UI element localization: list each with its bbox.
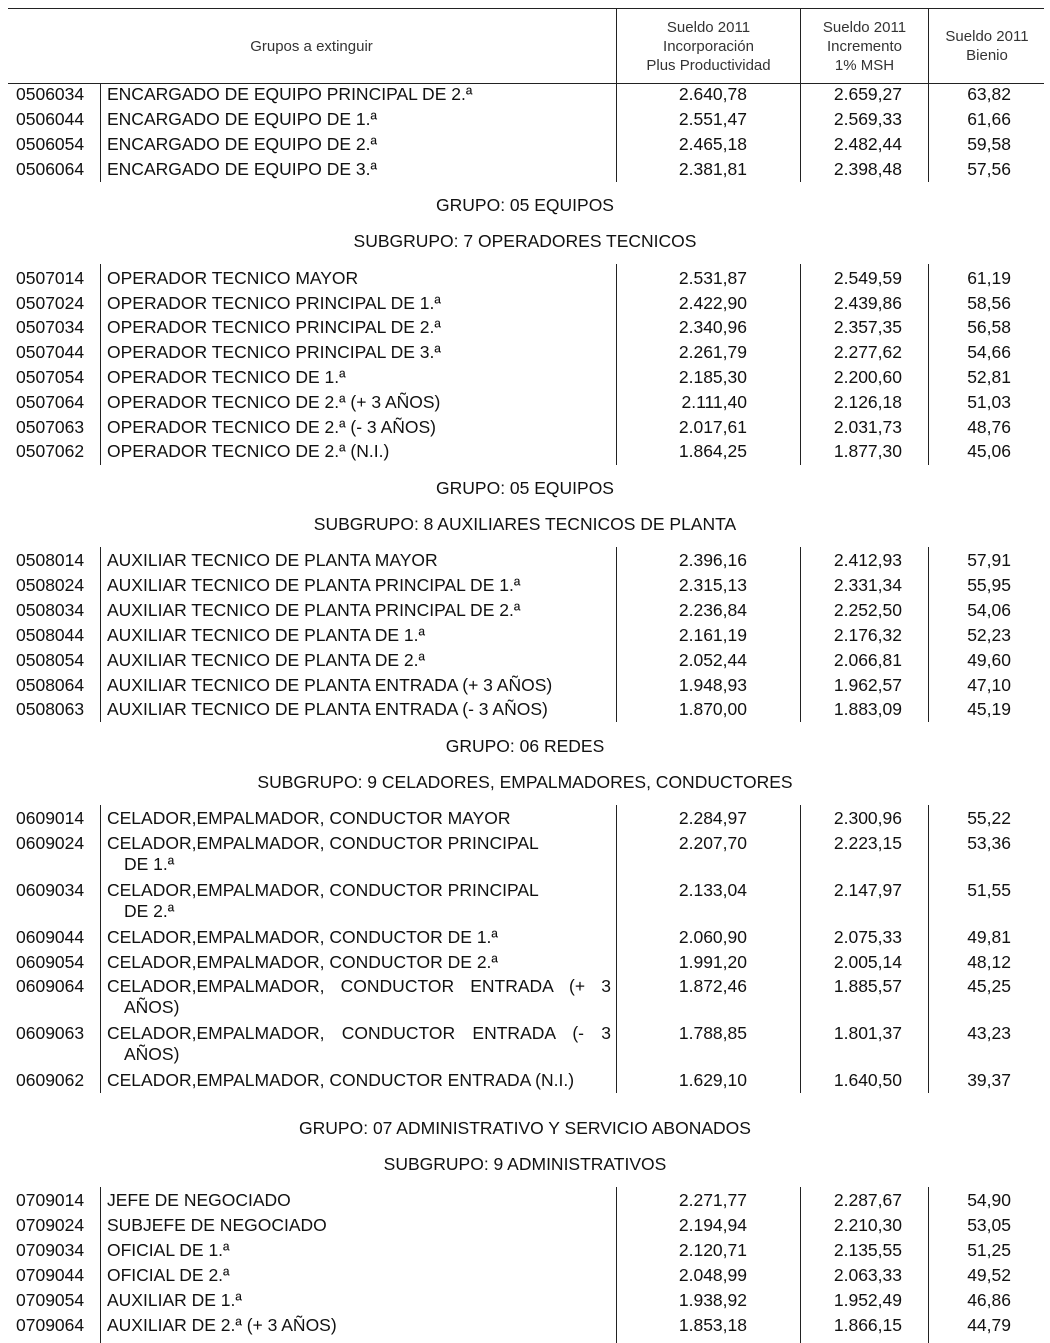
column-divider — [928, 264, 929, 465]
row-code: 0506054 — [16, 134, 85, 154]
bienio-value: 49,60 — [967, 650, 1011, 670]
incremento-value: 1.640,50 — [833, 1070, 902, 1090]
row-description-line1: CELADOR,EMPALMADOR, CONDUCTOR DE 2.ª — [107, 952, 498, 972]
row-description-line1: AUXILIAR TECNICO DE PLANTA ENTRADA (- 3 AÑOS) — [107, 699, 548, 719]
row-description — [107, 441, 389, 462]
row-description-line1: OFICIAL DE 1.ª — [107, 1240, 230, 1260]
bienio-value: 52,81 — [967, 367, 1011, 387]
bienio-value: 48,12 — [967, 952, 1011, 972]
row-description — [107, 392, 440, 413]
row-code: 0709024 — [16, 1215, 85, 1235]
row-code: 0709044 — [16, 1265, 85, 1285]
header-label: Incorporación — [663, 37, 754, 55]
bienio-value: 46,86 — [967, 1290, 1011, 1310]
bienio-value: 49,81 — [967, 927, 1011, 947]
incremento-value: 2.200,60 — [833, 367, 902, 387]
header-label: Bienio — [966, 47, 1008, 64]
table-section — [0, 805, 1050, 1093]
row-description-line1: OPERADOR TECNICO DE 1.ª — [107, 367, 346, 387]
row-description-line1: ENCARGADO DE EQUIPO DE 2.ª — [107, 134, 378, 154]
row-description-line1: AUXILIAR TECNICO DE PLANTA MAYOR — [107, 550, 438, 570]
column-divider — [928, 805, 929, 1093]
subgroup-heading: SUBGRUPO: 7 OPERADORES TECNICOS — [353, 231, 697, 251]
incorporacion-value: 2.271,77 — [678, 1190, 747, 1210]
row-description-line1: CELADOR,EMPALMADOR, CONDUCTOR ENTRADA (- 3 — [107, 1023, 611, 1043]
incorporacion-value: 1.948,93 — [678, 675, 747, 695]
bienio-value: 56,58 — [967, 317, 1011, 337]
bienio-value: 45,19 — [967, 699, 1011, 719]
column-divider — [800, 805, 801, 1093]
table-section — [0, 264, 1050, 465]
column-divider — [616, 547, 617, 722]
row-code: 0508044 — [16, 625, 85, 645]
row-description-line1: AUXILIAR DE 2.ª (+ 3 AÑOS) — [107, 1315, 337, 1335]
row-description-line1: CELADOR,EMPALMADOR, CONDUCTOR DE 1.ª — [107, 927, 498, 947]
group-heading: GRUPO: 06 REDES — [445, 736, 605, 756]
column-divider — [100, 547, 101, 722]
incremento-value: 2.031,73 — [833, 417, 902, 437]
bienio-value: 57,91 — [967, 550, 1011, 570]
row-code: 0506044 — [16, 109, 85, 129]
bienio-value: 54,06 — [967, 600, 1011, 620]
row-code: 0709014 — [16, 1190, 85, 1210]
row-description — [107, 625, 425, 646]
incorporacion-value: 2.207,70 — [678, 833, 747, 853]
row-code: 0609063 — [16, 1023, 85, 1043]
row-description — [107, 575, 520, 596]
header-groups-label: Grupos a extinguir — [250, 37, 373, 55]
row-code: 0507024 — [16, 293, 85, 313]
row-description — [107, 159, 377, 180]
row-code: 0507044 — [16, 342, 85, 362]
row-description-line1: OPERADOR TECNICO DE 2.ª (- 3 AÑOS) — [107, 417, 436, 437]
column-divider — [616, 264, 617, 465]
row-description — [107, 976, 611, 1018]
incremento-value: 2.569,33 — [833, 109, 902, 129]
row-description-line1: CELADOR,EMPALMADOR, CONDUCTOR PRINCIPAL — [107, 833, 539, 853]
row-description — [107, 675, 552, 696]
row-description — [107, 317, 441, 338]
row-code: 0609054 — [16, 952, 85, 972]
incorporacion-value: 2.236,84 — [678, 600, 747, 620]
incorporacion-value: 2.120,71 — [678, 1240, 747, 1260]
incremento-value: 2.482,44 — [833, 134, 902, 154]
bienio-value: 58,56 — [967, 293, 1011, 313]
row-code: 0709054 — [16, 1290, 85, 1310]
incorporacion-value: 1.872,46 — [678, 976, 747, 996]
incorporacion-value: 2.315,13 — [678, 575, 747, 595]
row-description-line1: AUXILIAR TECNICO DE PLANTA DE 2.ª — [107, 650, 425, 670]
row-description — [107, 550, 438, 571]
row-code: 0709064 — [16, 1315, 85, 1335]
incorporacion-value: 1.788,85 — [678, 1023, 747, 1043]
row-code: 0507063 — [16, 417, 85, 437]
header-incorporacion-column — [616, 9, 800, 83]
row-description-line1: CELADOR,EMPALMADOR, CONDUCTOR PRINCIPAL — [107, 880, 539, 900]
row-description-line1: OPERADOR TECNICO MAYOR — [107, 268, 359, 288]
incremento-value: 2.277,62 — [833, 342, 902, 362]
incremento-value: 1.885,57 — [833, 976, 902, 996]
row-description — [107, 927, 498, 948]
bienio-value: 61,66 — [967, 109, 1011, 129]
incorporacion-value: 1.938,92 — [678, 1290, 747, 1310]
incorporacion-value: 2.194,94 — [678, 1215, 747, 1235]
column-divider — [100, 805, 101, 1093]
row-description — [107, 134, 377, 155]
row-description-line1: OPERADOR TECNICO PRINCIPAL DE 2.ª — [107, 317, 441, 337]
incremento-value: 1.952,49 — [833, 1290, 902, 1310]
row-description — [107, 1315, 337, 1336]
incorporacion-value: 2.052,44 — [678, 650, 747, 670]
group-heading: GRUPO: 05 EQUIPOS — [436, 195, 614, 215]
header-label: 1% MSH — [834, 56, 895, 74]
row-description — [107, 600, 520, 621]
row-description-line1: AUXILIAR TECNICO DE PLANTA ENTRADA (+ 3 AÑOS) — [107, 675, 553, 695]
bienio-value: 57,56 — [967, 159, 1011, 179]
header-label: Incremento — [826, 37, 903, 55]
row-code: 0507034 — [16, 317, 85, 337]
bienio-value: 47,10 — [967, 675, 1011, 695]
row-description-line1: CELADOR,EMPALMADOR, CONDUCTOR ENTRADA (N.I.) — [107, 1070, 575, 1090]
row-description — [107, 293, 441, 314]
row-code: 0508034 — [16, 600, 85, 620]
row-description-line1: OPERADOR TECNICO DE 2.ª (N.I.) — [107, 441, 390, 461]
row-code: 0506034 — [16, 84, 85, 104]
incorporacion-value: 2.640,78 — [678, 84, 747, 104]
bienio-value: 52,23 — [967, 625, 1011, 645]
incremento-value: 2.066,81 — [833, 650, 902, 670]
row-description — [107, 84, 472, 105]
incremento-value: 2.005,14 — [833, 952, 902, 972]
column-divider — [800, 264, 801, 465]
subgroup-heading: SUBGRUPO: 9 ADMINISTRATIVOS — [383, 1154, 667, 1174]
row-description — [107, 342, 441, 363]
bienio-value: 43,23 — [967, 1023, 1011, 1043]
bienio-value: 54,66 — [967, 342, 1011, 362]
header-label: Sueldo 2011 — [822, 18, 907, 36]
row-description — [107, 1240, 230, 1261]
header-label: Sueldo 2011 — [945, 28, 1029, 45]
row-description-line1: CELADOR,EMPALMADOR, CONDUCTOR MAYOR — [107, 808, 511, 828]
incorporacion-value: 2.422,90 — [678, 293, 747, 313]
row-description — [107, 650, 425, 671]
row-description — [107, 699, 548, 720]
bienio-value: 48,76 — [967, 417, 1011, 437]
row-code: 0609064 — [16, 976, 85, 996]
incremento-value: 2.252,50 — [833, 600, 902, 620]
row-description-line2: DE 1.ª — [124, 854, 175, 874]
incremento-value: 2.147,97 — [833, 880, 902, 900]
row-code: 0709034 — [16, 1240, 85, 1260]
row-description-line1: AUXILIAR TECNICO DE PLANTA PRINCIPAL DE 2.ª — [107, 600, 521, 620]
row-description — [107, 1265, 230, 1286]
incorporacion-value: 2.551,47 — [678, 109, 747, 129]
subgroup-heading: SUBGRUPO: 8 AUXILIARES TECNICOS DE PLANTA — [313, 514, 737, 534]
row-description — [107, 808, 511, 829]
row-description — [107, 1070, 574, 1091]
column-divider — [800, 83, 801, 182]
header-groups-column — [8, 9, 615, 83]
subgroup-heading: SUBGRUPO: 9 CELADORES, EMPALMADORES, CONDUCTORES — [257, 772, 793, 792]
incorporacion-value: 2.060,90 — [678, 927, 747, 947]
incorporacion-value: 2.017,61 — [678, 417, 747, 437]
incorporacion-value: 2.161,19 — [678, 625, 747, 645]
incorporacion-value: 2.185,30 — [678, 367, 747, 387]
row-description-line2: AÑOS) — [124, 997, 180, 1017]
header-bienio-column — [928, 9, 1045, 83]
bienio-value: 61,19 — [967, 268, 1011, 288]
incremento-value: 2.075,33 — [833, 927, 902, 947]
incremento-value: 2.287,67 — [833, 1190, 902, 1210]
row-description-line1: ENCARGADO DE EQUIPO PRINCIPAL DE 2.ª — [107, 84, 473, 104]
row-code: 0609062 — [16, 1070, 85, 1090]
column-divider — [616, 805, 617, 1093]
incorporacion-value: 2.396,16 — [678, 550, 747, 570]
incremento-value: 2.331,34 — [833, 575, 902, 595]
incorporacion-value: 2.531,87 — [678, 268, 747, 288]
row-code: 0609034 — [16, 880, 85, 900]
column-divider — [800, 547, 801, 722]
bienio-value: 39,37 — [967, 1070, 1011, 1090]
incorporacion-value: 2.133,04 — [678, 880, 747, 900]
row-description — [107, 880, 539, 922]
row-description — [107, 952, 498, 973]
row-description-line1: SUBJEFE DE NEGOCIADO — [107, 1215, 327, 1235]
row-description-line1: AUXILIAR DE 1.ª — [107, 1290, 242, 1310]
row-description — [107, 833, 539, 875]
row-code: 0507054 — [16, 367, 85, 387]
incremento-value: 2.176,32 — [833, 625, 902, 645]
incremento-value: 2.135,55 — [833, 1240, 902, 1260]
row-description-line1: OPERADOR TECNICO DE 2.ª (+ 3 AÑOS) — [107, 392, 441, 412]
row-code: 0507014 — [16, 268, 85, 288]
row-description — [107, 1190, 291, 1211]
column-divider — [928, 1187, 929, 1343]
row-code: 0508063 — [16, 699, 85, 719]
incorporacion-value: 1.870,00 — [678, 699, 747, 719]
incorporacion-value: 2.048,99 — [678, 1265, 747, 1285]
row-description — [107, 268, 358, 289]
incorporacion-value: 2.381,81 — [678, 159, 747, 179]
column-divider — [616, 1187, 617, 1343]
incremento-value: 2.223,15 — [833, 833, 902, 853]
bienio-value: 55,95 — [967, 575, 1011, 595]
incremento-value: 2.300,96 — [833, 808, 902, 828]
incorporacion-value: 1.629,10 — [678, 1070, 747, 1090]
header-incremento-column — [800, 9, 928, 83]
table-header — [8, 8, 1044, 84]
group-heading: GRUPO: 05 EQUIPOS — [436, 478, 614, 498]
incremento-value: 2.126,18 — [833, 392, 902, 412]
bienio-value: 55,22 — [967, 808, 1011, 828]
row-description-line2: DE 2.ª — [124, 901, 175, 921]
row-description-line1: CELADOR,EMPALMADOR, CONDUCTOR ENTRADA (+ 3 — [107, 976, 611, 996]
incremento-value: 2.412,93 — [833, 550, 902, 570]
row-description-line1: OPERADOR TECNICO PRINCIPAL DE 1.ª — [107, 293, 441, 313]
row-description-line1: AUXILIAR TECNICO DE PLANTA PRINCIPAL DE 1.ª — [107, 575, 521, 595]
column-divider — [100, 264, 101, 465]
incremento-value: 1.877,30 — [833, 441, 902, 461]
column-divider — [928, 547, 929, 722]
bienio-value: 53,05 — [967, 1215, 1011, 1235]
incorporacion-value: 2.340,96 — [678, 317, 747, 337]
row-description — [107, 367, 346, 388]
row-description-line1: AUXILIAR TECNICO DE PLANTA DE 1.ª — [107, 625, 425, 645]
incorporacion-value: 1.991,20 — [678, 952, 747, 972]
incremento-value: 2.398,48 — [833, 159, 902, 179]
header-label: Plus Productividad — [646, 56, 771, 74]
column-divider — [100, 1187, 101, 1343]
header-label: Sueldo 2011 — [666, 18, 751, 36]
row-code: 0507062 — [16, 441, 85, 461]
row-description-line1: OFICIAL DE 2.ª — [107, 1265, 230, 1285]
row-description-line1: ENCARGADO DE EQUIPO DE 3.ª — [107, 159, 378, 179]
bienio-value: 53,36 — [967, 833, 1011, 853]
column-divider — [100, 83, 101, 182]
bienio-value: 54,90 — [967, 1190, 1011, 1210]
row-code: 0508064 — [16, 675, 85, 695]
column-divider — [800, 1187, 801, 1343]
row-code: 0508024 — [16, 575, 85, 595]
incremento-value: 1.962,57 — [833, 675, 902, 695]
incremento-value: 2.549,59 — [833, 268, 902, 288]
incremento-value: 2.210,30 — [833, 1215, 902, 1235]
incremento-value: 2.063,33 — [833, 1265, 902, 1285]
row-description — [107, 1215, 327, 1236]
table-section — [0, 83, 1050, 182]
row-code: 0609024 — [16, 833, 85, 853]
incorporacion-value: 2.284,97 — [678, 808, 747, 828]
incremento-value: 2.659,27 — [833, 84, 902, 104]
bienio-value: 63,82 — [967, 84, 1011, 104]
row-description — [107, 1290, 242, 1311]
incorporacion-value: 1.853,18 — [678, 1315, 747, 1335]
row-description-line2: AÑOS) — [124, 1044, 180, 1064]
row-description-line1: OPERADOR TECNICO PRINCIPAL DE 3.ª — [107, 342, 441, 362]
bienio-value: 45,06 — [967, 441, 1011, 461]
table-section — [0, 547, 1050, 722]
row-description — [107, 1023, 611, 1065]
row-description — [107, 417, 436, 438]
incremento-value: 2.357,35 — [833, 317, 902, 337]
bienio-value: 45,25 — [967, 976, 1011, 996]
row-description-line1: JEFE DE NEGOCIADO — [107, 1190, 291, 1210]
column-divider — [928, 83, 929, 182]
group-heading: GRUPO: 07 ADMINISTRATIVO Y SERVICIO ABONADOS — [299, 1118, 751, 1138]
row-code: 0507064 — [16, 392, 85, 412]
incremento-value: 1.866,15 — [833, 1315, 902, 1335]
row-code: 0508014 — [16, 550, 85, 570]
row-code: 0506064 — [16, 159, 85, 179]
row-code: 0508054 — [16, 650, 85, 670]
column-divider — [616, 83, 617, 182]
bienio-value: 51,25 — [967, 1240, 1011, 1260]
bienio-value: 59,58 — [967, 134, 1011, 154]
bienio-value: 44,79 — [967, 1315, 1011, 1335]
bienio-value: 51,55 — [967, 880, 1011, 900]
bienio-value: 51,03 — [967, 392, 1011, 412]
row-code: 0609044 — [16, 927, 85, 947]
row-description-line1: ENCARGADO DE EQUIPO DE 1.ª — [107, 109, 378, 129]
incorporacion-value: 1.864,25 — [678, 441, 747, 461]
incorporacion-value: 2.261,79 — [678, 342, 747, 362]
incorporacion-value: 2.465,18 — [678, 134, 747, 154]
table-section — [0, 1187, 1050, 1343]
bienio-value: 49,52 — [967, 1265, 1011, 1285]
incremento-value: 1.801,37 — [833, 1023, 902, 1043]
row-code: 0609014 — [16, 808, 85, 828]
row-description — [107, 109, 377, 130]
incremento-value: 1.883,09 — [833, 699, 902, 719]
incremento-value: 2.439,86 — [833, 293, 902, 313]
incorporacion-value: 2.111,40 — [681, 392, 747, 412]
